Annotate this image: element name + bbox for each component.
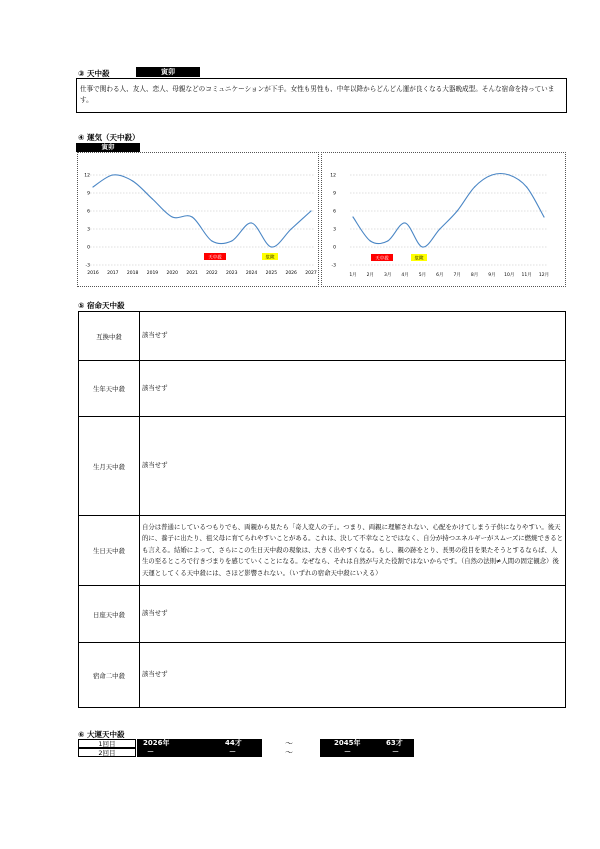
x-tick-label: 10月 — [504, 273, 515, 278]
data-point — [404, 222, 405, 223]
y-tick-label: 9 — [333, 191, 336, 197]
x-tick-label: 9月 — [488, 273, 496, 278]
shukumei-row — [79, 586, 566, 643]
data-point — [352, 216, 353, 217]
y-tick-label: 12 — [84, 173, 90, 179]
kiken-legend-label: 危険 — [414, 256, 424, 262]
tenchu-legend-label: 天中殺 — [375, 256, 389, 262]
x-tick-label: 12月 — [538, 273, 550, 278]
y-tick-label: 3 — [333, 227, 336, 233]
x-tick-label: 2027 — [305, 271, 317, 276]
data-point — [474, 186, 475, 187]
data-point — [172, 216, 173, 217]
unki-heading: ④ 運気（天中殺） — [78, 133, 140, 142]
tenchusatsu-description: 仕事で関わる人、友人、恋人、母親などのコミュニケーションが下手。女性も男性も、中年以降からどんどん運が良くなる大器晩成型。そんな宿命を持っています。 — [76, 78, 567, 113]
shukumei-text: 該当せず — [140, 586, 566, 643]
shukumei-row — [79, 516, 566, 586]
taiun-end-age: － — [392, 748, 399, 756]
shukumei-label: 宿命二中殺 — [79, 643, 140, 708]
shukumei-row — [79, 643, 566, 708]
shukumei-text: 該当せず — [140, 312, 566, 361]
shukumei-text: 自分は普通にしているつもりでも、両親から見たら「奇人変人の子」。つまり、両親に理解されない、心配をかけてしまう子供になりやすい。後天的に、養子に出たり、祖父母に育てられやすいことがある。これは、決して不幸なことではなく、自分が持つエネルギーがスムーズに燃焼できるとも言える。結婚によって、さらにこの生日天中殺の現象は、大きく出やすくなる。もし、親の跡をとり、長男の役目を果たそうとするならば、人生の至るところで行きづまりを感じていくことになる。なぜなら、それは自然が与えた役割ではないからです。（自然の法則≠人間の固定観念）後天運としてくる天中殺には、さほど影響されない。（いずれの宿命天中殺にいえる） — [140, 516, 566, 586]
x-tick-label: 8月 — [470, 273, 479, 278]
x-tick-label: 2月 — [366, 273, 375, 278]
shukumei-row — [79, 361, 566, 417]
data-point — [509, 174, 510, 175]
tenchusatsu-type-label: 寅卯 — [136, 67, 200, 77]
x-tick-label: 2026 — [285, 271, 297, 276]
series-line — [353, 174, 544, 248]
data-point — [251, 222, 252, 223]
x-tick-label: 2020 — [166, 271, 178, 276]
taiun-end — [320, 739, 414, 748]
x-tick-label: 2016 — [87, 271, 99, 276]
x-tick-label: 4月 — [401, 273, 409, 278]
x-tick-label: 2024 — [245, 271, 258, 276]
taiun-end-age: 63才 — [386, 739, 403, 747]
x-tick-label: 1月 — [349, 273, 357, 278]
shukumei-text: 該当せず — [140, 361, 566, 417]
data-point — [370, 240, 371, 241]
taiun-start-age: 44才 — [225, 739, 242, 747]
taiun-tilde: ～ — [285, 748, 293, 757]
shukumei-label: 互換中殺 — [79, 312, 140, 361]
taiun-start — [137, 748, 262, 757]
monthly-fortune-chart — [322, 153, 565, 286]
shukumei-heading: ⑤ 宿命天中殺 — [78, 301, 125, 310]
data-point — [92, 186, 93, 187]
y-tick-label: -3 — [331, 263, 336, 269]
taiun-row-label: 2回目 — [78, 748, 136, 757]
x-tick-label: 2021 — [186, 271, 198, 276]
shukumei-row — [79, 312, 566, 361]
taiun-start-year: 2026年 — [143, 739, 170, 747]
x-tick-label: 7月 — [453, 273, 461, 278]
data-point — [132, 180, 133, 181]
y-tick-label: 6 — [87, 209, 90, 215]
shukumei-text: 該当せず — [140, 417, 566, 516]
y-tick-label: 3 — [87, 227, 90, 233]
taiun-end-year: 2045年 — [334, 739, 361, 747]
data-point — [231, 240, 232, 241]
data-point — [439, 228, 440, 229]
data-point — [543, 216, 544, 217]
data-point — [112, 174, 113, 175]
y-tick-label: 0 — [87, 245, 90, 251]
x-tick-label: 2022 — [206, 271, 218, 276]
monthly-chart-frame — [321, 152, 566, 287]
taiun-heading: ⑥ 大運天中殺 — [78, 730, 125, 739]
kiken-legend-label: 危険 — [265, 255, 275, 261]
shukumei-label: 生年天中殺 — [79, 361, 140, 417]
shukumei-label: 日座天中殺 — [79, 586, 140, 643]
data-point — [271, 246, 272, 247]
data-point — [191, 216, 192, 217]
taiun-row-label: 1回目 — [78, 739, 136, 748]
data-point — [457, 210, 458, 211]
x-tick-label: 5月 — [418, 273, 427, 278]
taiun-end-year: － — [344, 748, 351, 756]
shukumei-label: 生日天中殺 — [79, 516, 140, 586]
shukumei-label: 生月天中殺 — [79, 417, 140, 516]
data-point — [387, 240, 388, 241]
y-tick-label: 12 — [330, 173, 336, 179]
tenchu-legend-label: 天中殺 — [208, 255, 222, 261]
x-tick-label: 2017 — [107, 271, 119, 276]
data-point — [422, 246, 423, 247]
x-tick-label: 2023 — [226, 271, 238, 276]
y-tick-label: 9 — [87, 191, 90, 197]
y-tick-label: 0 — [333, 245, 336, 251]
data-point — [526, 186, 527, 187]
taiun-end — [320, 748, 414, 757]
x-tick-label: 2018 — [126, 271, 139, 276]
data-point — [152, 198, 153, 199]
data-point — [310, 210, 311, 211]
shukumei-text: 該当せず — [140, 643, 566, 708]
x-tick-label: 3月 — [384, 273, 392, 278]
y-tick-label: 6 — [333, 209, 336, 215]
unki-type-label: 寅卯 — [76, 143, 140, 152]
yearly-chart-frame — [77, 152, 319, 287]
taiun-start-year: － — [147, 748, 154, 756]
shukumei-row — [79, 417, 566, 516]
taiun-start — [137, 739, 262, 748]
shukumei-table — [78, 311, 566, 708]
x-tick-label: 2019 — [146, 271, 159, 276]
data-point — [291, 228, 292, 229]
taiun-tilde: ～ — [285, 739, 293, 748]
data-point — [211, 240, 212, 241]
data-point — [491, 174, 492, 175]
tenchusatsu-heading: ③ 天中殺 — [78, 69, 110, 78]
x-tick-label: 2025 — [265, 271, 278, 276]
x-tick-label: 11月 — [521, 273, 532, 278]
x-tick-label: 6月 — [436, 273, 444, 278]
y-tick-label: -3 — [85, 263, 90, 269]
yearly-fortune-chart — [78, 153, 318, 286]
taiun-start-age: － — [229, 748, 236, 756]
